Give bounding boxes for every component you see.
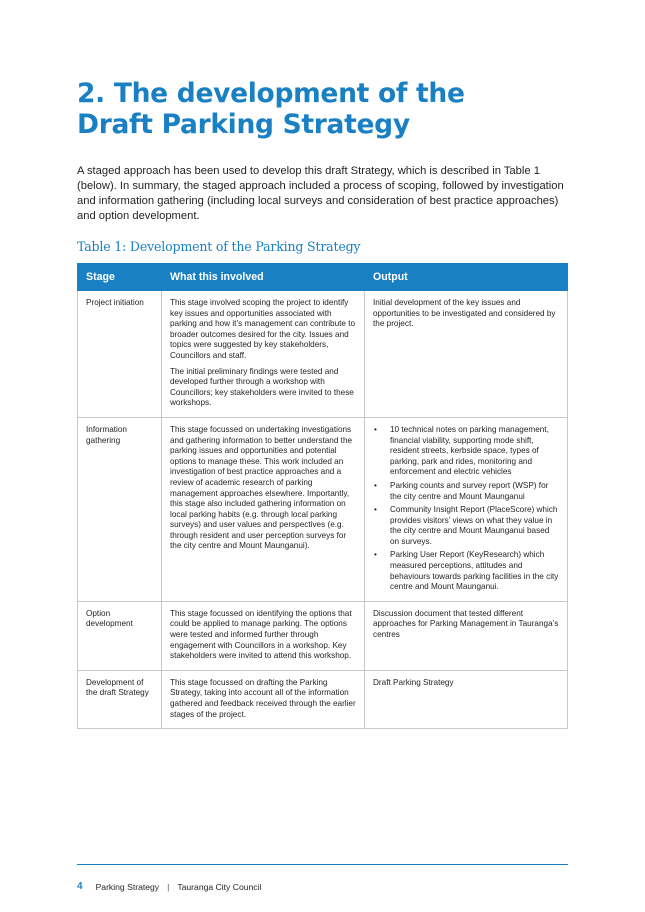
output-cell: Initial development of the key issues and opportunities to be investigated and considered by the project. — [365, 291, 568, 418]
involved-paragraph: This stage involved scoping the project to identify key issues and opportunities associated with parking and how it’s management can contribute to broader outcomes desired for the city. Issues and topics were suggested by key stakeholders, Councillors and staff. — [170, 298, 356, 360]
footer-divider — [77, 864, 568, 865]
involved-paragraph: This stage focussed on identifying the options that could be applied to manage parking. The options were tested and informed further through engagement with Councillors in a workshop. Key stakeholders were invited to attend this workshop. — [170, 608, 352, 661]
development-table — [77, 263, 568, 729]
table-row — [78, 291, 568, 418]
header-stage: Stage — [78, 264, 162, 291]
footer-doc-title: Parking Strategy — [95, 881, 160, 892]
stage-cell: Development of the draft Strategy — [78, 670, 162, 728]
output-bullet-list — [373, 425, 559, 593]
page-title — [77, 78, 577, 140]
bullet-icon: • — [374, 424, 377, 434]
page-number: 4 — [77, 881, 83, 892]
header-output: Output — [365, 264, 568, 291]
output-cell: Draft Parking Strategy — [365, 670, 568, 728]
involved-paragraph: This stage focussed on drafting the Parking Strategy, taking into account all of the information gathered and feedback received through the earlier stages of the project. — [170, 677, 356, 719]
intro-paragraph: A staged approach has been used to develop this draft Strategy, which is described in Table 1 (below). In summary, the staged approach included a process of scoping, followed by investigation and information gathering (including local surveys and consideration of best practice approaches) and option development. — [77, 165, 564, 222]
list-item — [373, 425, 559, 478]
stage-cell: Information gathering — [78, 417, 162, 601]
page-title-line-1: 2. The development of the — [77, 78, 465, 109]
bullet-icon: • — [374, 505, 377, 515]
page-footer — [77, 881, 261, 892]
bullet-icon: • — [374, 480, 377, 490]
list-item-text: Parking User Report (KeyResearch) which measured perceptions, attitudes and behaviours towards parking facilities in the city centre and Mount Maunganui. — [390, 550, 559, 592]
involved-paragraph: The initial preliminary findings were tested and developed further through a workshop with Councillors; key stakeholders were invited to these workshops. — [170, 366, 354, 408]
stage-cell: Option development — [78, 601, 162, 670]
list-item-text: Parking counts and survey report (WSP) for the city centre and Mount Maunganui — [390, 480, 549, 501]
bullet-icon: • — [374, 550, 377, 560]
list-item-text: Community Insight Report (PlaceScore) which provides visitors’ views on what they value in the city centre and Mount Maunganui based on surveys. — [390, 505, 558, 546]
involved-cell — [162, 417, 365, 601]
involved-cell — [162, 601, 365, 670]
table-row — [78, 417, 568, 601]
involved-cell — [162, 670, 365, 728]
list-item-text: 10 technical notes on parking management, financial viability, supporting mode shift, resident streets, kerbside space, types of parking, park and rides, monitoring and enforcement and electric vehicles — [390, 424, 549, 477]
footer-org: Tauranga City Council — [177, 881, 262, 892]
page-title-line-2: Draft Parking Strategy — [77, 109, 410, 140]
list-item — [373, 481, 559, 502]
header-what-involved: What this involved — [162, 264, 365, 291]
footer-separator: | — [167, 881, 170, 892]
list-item — [373, 550, 559, 592]
involved-paragraph: This stage focussed on undertaking investigations and gathering information to better understand the parking issues and opportunities and potential options to manage these. This work included an investigation of best practice approaches and a review of academic research of parking management approaches elsewhere. Importantly, this stage also included gathering information on local parking habits (e.g. through local parking surveys) and user values and perspectives (e.g. through resident and user perception surveys for the city centre and Mount Maunganui). — [170, 424, 353, 551]
involved-cell — [162, 291, 365, 418]
table-row — [78, 670, 568, 728]
output-cell: Discussion document that tested different approaches for Parking Management in Tauranga’s centres — [365, 601, 568, 670]
list-item — [373, 505, 559, 547]
table-caption: Table 1: Development of the Parking Strategy — [77, 239, 361, 254]
table-row — [78, 601, 568, 670]
output-cell — [365, 417, 568, 601]
table-header-row — [78, 264, 568, 291]
stage-cell: Project initiation — [78, 291, 162, 418]
